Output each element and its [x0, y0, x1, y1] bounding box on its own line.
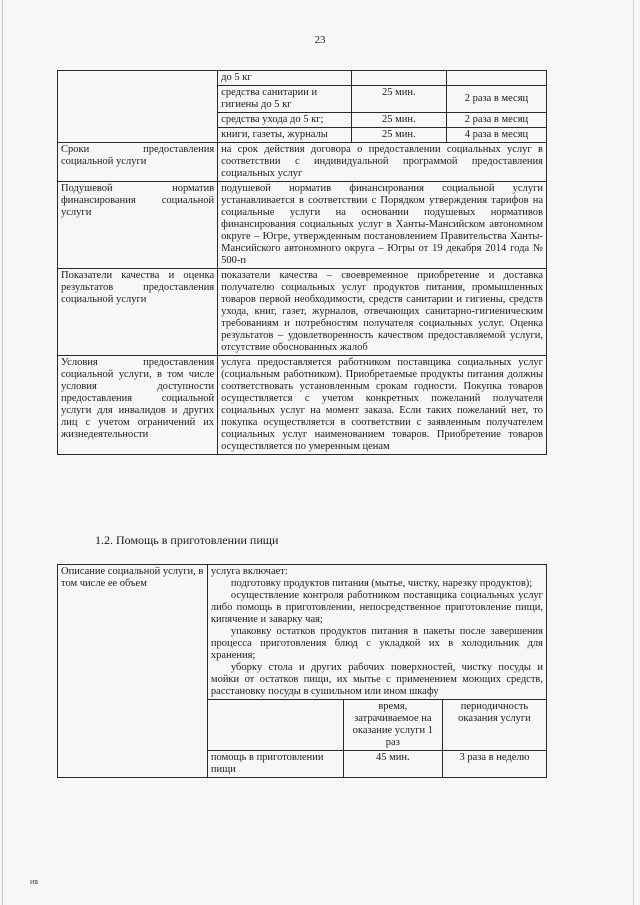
freq-cell: 2 раза в месяц	[446, 86, 546, 113]
description-item: уборку стола и других рабочих поверхностей, чистку посуды и мойки от остатков пищи, их мытье с применением моющих средств, расстановку посуды в сушильном или ином шкафу	[210, 662, 543, 697]
terms-label: Сроки предоставления социальной услуги	[58, 143, 218, 182]
empty-label-cell	[58, 71, 218, 143]
cooking-help-table	[57, 564, 547, 778]
time-cell: 25 мин.	[351, 128, 446, 143]
conditions-text: услуга предоставляется работником поставщика социальных услуг (социальным работником). Приобретаемые продукты питания должны соответствовать установленным срокам годности. Покупка товаров осуществляется с учетом конкретных пожеланий получателя социальных услуг на момент заказа. Если таких пожеланий нет, то покупка осуществляется в соответствии с заявленным получателем социальных услуг наименованием товаров. Приобретение товаров осуществляется по умеренным ценам	[218, 356, 547, 455]
empty-header-cell	[207, 700, 343, 751]
item-cell: средства ухода до 5 кг;	[218, 113, 352, 128]
norm-text: подушевой норматив финансирования социальной услуги устанавливается в соответствии с Порядком утверждения тарифов на социальные услуги на основании подушевых нормативов финансирования социальных услуг в Ханты-Мансийском автономном округе – Югре, утвержденным постановлением Правительства Ханты-Мансийского автономного округа – Югры от 19 декабря 2014 года № 500-п	[218, 182, 547, 269]
description-item: осуществление контроля работником поставщика социальных услуг либо помощь в приготовлении, непосредственное приготовление пищи, кипячение и заварку чая;	[210, 590, 543, 625]
section-heading: 1.2. Помощь в приготовлении пищи	[95, 533, 279, 547]
conditions-label: Условия предоставления социальной услуги, в том числе условия доступности предоставления социальной услуги для инвалидов и других лиц с учетом ограничений их жизнедеятельности	[58, 356, 218, 455]
freq-header: периодичность оказания услуги	[442, 700, 546, 751]
description-intro: услуга включает:	[210, 566, 288, 577]
time-cell: 25 мин.	[351, 113, 446, 128]
item-cell: книги, газеты, журналы	[218, 128, 352, 143]
item-cell: до 5 кг	[218, 71, 352, 86]
time-cell	[351, 71, 446, 86]
scan-edge-left	[2, 0, 3, 905]
description-label: Описание социальной услуги, в том числе ее объем	[58, 565, 208, 778]
freq-cell: 2 раза в месяц	[446, 113, 546, 128]
item-cell: помощь в приготовлении пищи	[207, 751, 343, 778]
description-text	[207, 565, 546, 700]
page-number: 23	[314, 34, 326, 46]
terms-text: на срок действия договора о предоставлении социальных услуг в соответствии с индивидуальной программой предоставления социальных услуг	[218, 143, 547, 182]
quality-label: Показатели качества и оценка результатов предоставления социальной услуги	[58, 269, 218, 356]
footer-mark: ив	[30, 877, 39, 886]
freq-cell: 4 раза в месяц	[446, 128, 546, 143]
freq-cell	[446, 71, 546, 86]
description-item: упаковку остатков продуктов питания в пакеты после завершения процесса приготовления блюд с укладкой их в холодильник для хранения;	[210, 626, 543, 661]
description-item: подготовку продуктов питания (мытье, чистку, нарезку продуктов);	[230, 578, 533, 589]
quality-text: показатели качества – своевременное приобретение и доставка получателю социальных услуг продуктов питания, промышленных товаров первой необходимости, средств санитарии и гигиены, средств ухода, книг, газет, журналов, отвечающих санитарно-гигиеническим требованиям и потребностям получателя социальных услуг. Оценка результатов – удовлетворенность качеством предоставляемой услуги, отсутствие обоснованных жалоб	[218, 269, 547, 356]
services-table-continued	[57, 70, 547, 455]
item-cell: средства санитарии и гигиены до 5 кг	[218, 86, 352, 113]
time-cell: 45 мин.	[343, 751, 442, 778]
time-cell: 25 мин.	[351, 86, 446, 113]
freq-cell: 3 раза в неделю	[442, 751, 546, 778]
time-header: время, затрачиваемое на оказание услуги 1 раз	[343, 700, 442, 751]
scan-edge-right	[633, 0, 634, 905]
norm-label: Подушевой норматив финансирования социальной услуги	[58, 182, 218, 269]
